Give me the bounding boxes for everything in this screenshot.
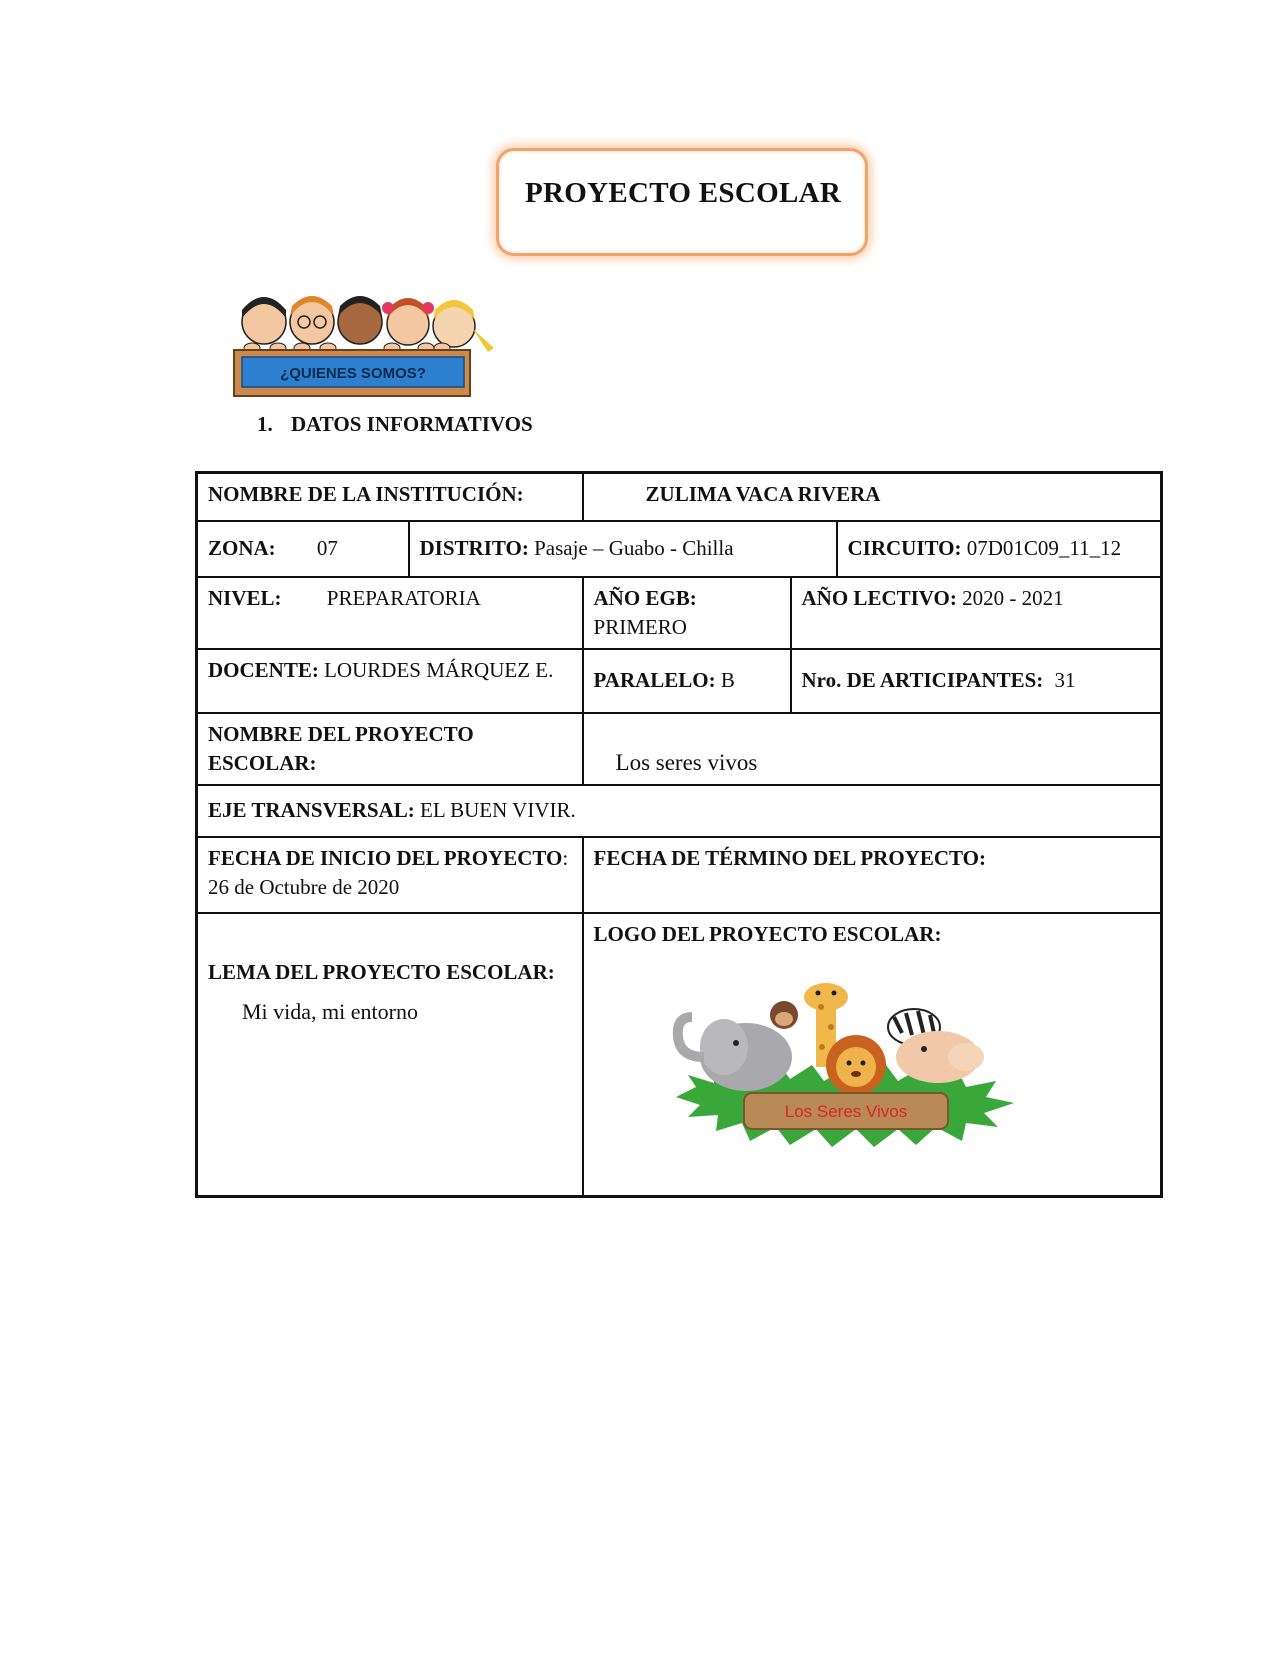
zona-cell [197, 521, 409, 577]
proyecto-label: NOMBRE DEL PROYECTO ESCOLAR: [208, 721, 474, 775]
table-row [197, 837, 1162, 913]
eje-cell [197, 785, 1162, 837]
lion-icon [826, 1035, 886, 1095]
zona-label: ZONA: [208, 536, 276, 560]
participantes-label: Nro. DE ARTICIPANTES: [801, 668, 1044, 692]
distrito-label: DISTRITO: [419, 536, 529, 560]
anio-egb-value: PRIMERO [593, 614, 687, 639]
hippo-icon [896, 1031, 984, 1083]
title-box [496, 148, 868, 256]
institucion-value-cell [583, 473, 1162, 521]
section-heading [257, 412, 533, 437]
section-title: DATOS INFORMATIVOS [291, 412, 533, 436]
paralelo-value: B [720, 668, 735, 692]
kid-face-1 [242, 297, 286, 344]
circuito-value: 07D01C09_11_12 [966, 536, 1122, 560]
participantes-value: 31 [1054, 668, 1076, 692]
institucion-value: ZULIMA VACA RIVERA [645, 482, 881, 506]
lema-value: Mi vida, mi entorno [242, 998, 418, 1024]
table-row [197, 577, 1162, 649]
proyecto-value: Los seres vivos [615, 749, 758, 775]
table-row [197, 913, 1162, 1197]
page-title: PROYECTO ESCOLAR [525, 177, 842, 209]
circuito-cell [837, 521, 1162, 577]
nivel-value: PREPARATORIA [326, 585, 481, 610]
fecha-termino-label: FECHA DE TÉRMINO DEL PROYECTO: [593, 845, 986, 870]
paralelo-cell [583, 649, 791, 713]
kids-banner-illustration [232, 282, 502, 400]
nivel-cell [197, 577, 583, 649]
institucion-label: NOMBRE DE LA INSTITUCIÓN: [208, 482, 524, 506]
docente-label: DOCENTE: [208, 657, 319, 682]
proyecto-value-cell [583, 713, 1162, 785]
zona-value: 07 [316, 536, 338, 560]
fecha-inicio-value: : 26 de Octubre de 2020 [208, 845, 569, 899]
fecha-inicio-label: FECHA DE INICIO DEL PROYECTO [208, 845, 563, 870]
anio-egb-cell [583, 577, 791, 649]
table-row [197, 649, 1162, 713]
docente-cell [197, 649, 583, 713]
nivel-label: NIVEL: [208, 585, 282, 610]
logo-label: LOGO DEL PROYECTO ESCOLAR: [593, 921, 942, 946]
kid-face-3 [338, 296, 382, 344]
banner-caption: ¿QUIENES SOMOS? [280, 365, 426, 382]
lema-label: LEMA DEL PROYECTO ESCOLAR: [208, 959, 555, 984]
logo-caption: Los Seres Vivos [784, 1101, 907, 1121]
anio-lectivo-label: AÑO LECTIVO: [801, 585, 957, 610]
fecha-inicio-cell [197, 837, 583, 913]
anio-lectivo-value: 2020 - 2021 [962, 585, 1064, 610]
table-row [197, 521, 1162, 577]
kid-face-2 [290, 296, 334, 344]
table-row [197, 713, 1162, 785]
kid-face-4 [382, 298, 434, 345]
info-table [195, 471, 1163, 1198]
logo-cell [583, 913, 1162, 1197]
eje-value: EL BUEN VIVIR. [420, 798, 576, 822]
proyecto-cell [197, 713, 583, 785]
table-row [197, 785, 1162, 837]
docente-value: LOURDES MÁRQUEZ E. [324, 657, 554, 682]
paralelo-label: PARALELO: [593, 668, 716, 692]
distrito-value: Pasaje – Guabo - Chilla [534, 536, 734, 560]
distrito-cell [409, 521, 837, 577]
circuito-label: CIRCUITO: [847, 536, 962, 560]
anio-egb-label: AÑO EGB: [593, 585, 697, 610]
fecha-termino-cell [583, 837, 1162, 913]
participantes-cell [791, 649, 1162, 713]
eje-label: EJE TRANSVERSAL: [208, 798, 415, 822]
lema-cell [197, 913, 583, 1197]
institucion-cell [197, 473, 583, 521]
anio-lectivo-cell [791, 577, 1162, 649]
section-number: 1. [257, 412, 273, 436]
project-logo [666, 977, 1026, 1157]
monkey-icon [770, 1001, 798, 1029]
table-row [197, 473, 1162, 521]
